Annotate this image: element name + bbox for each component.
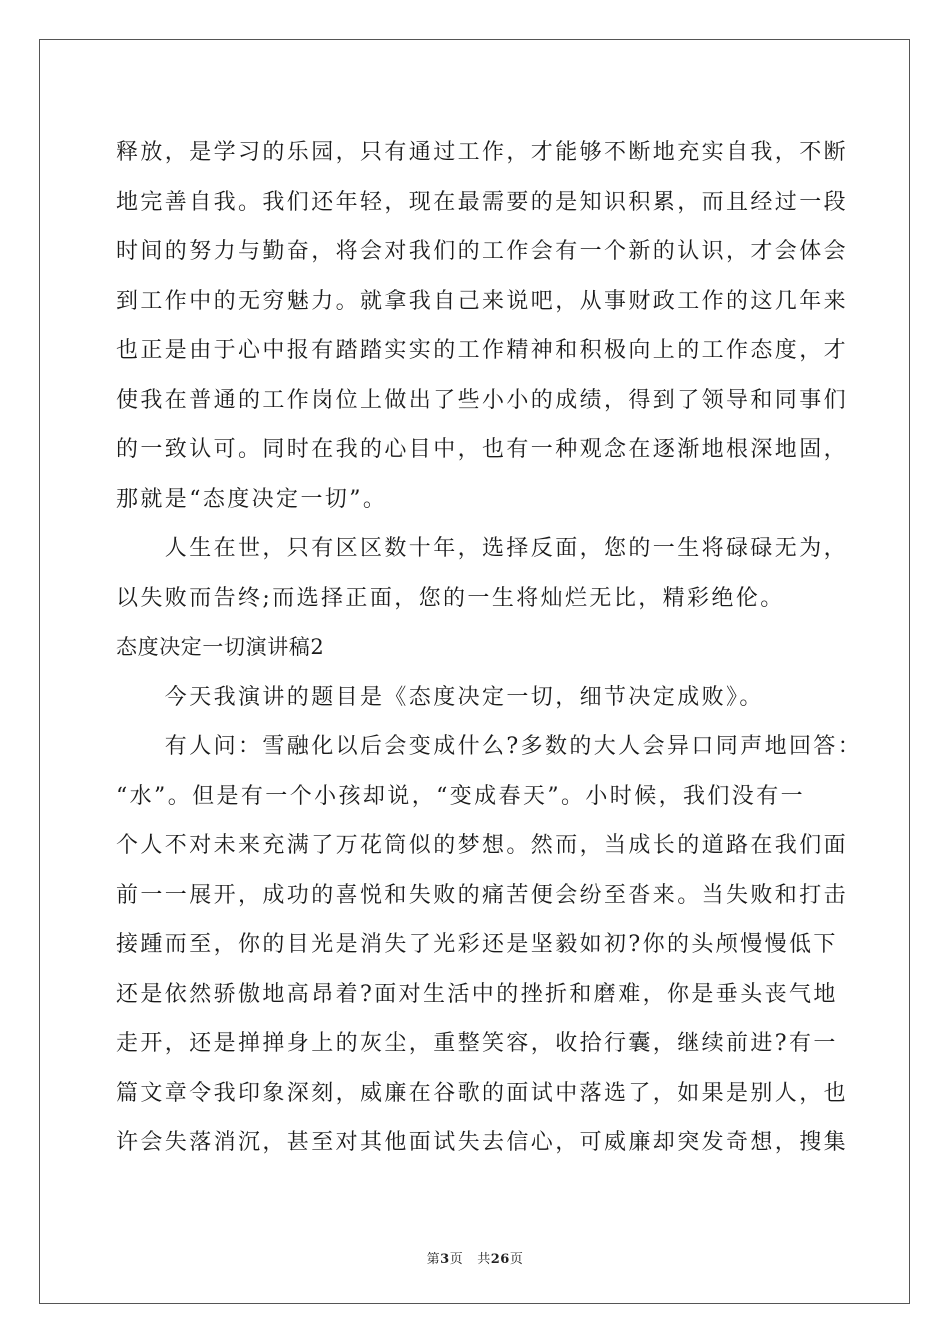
text-line: 今天我演讲的题目是《态度决定一切，细节决定成败》。 (116, 684, 764, 710)
text-line: 地完善自我。我们还年轻，现在最需要的是知识积累，而且经过一段 (116, 189, 849, 215)
text-line: 以失败而告终;而选择正面，您的一生将灿烂无比，精彩绝伦。 (116, 585, 785, 611)
text-line: 许会失落消沉，甚至对其他面试失去信心，可威廉却突发奇想，搜集 (116, 1130, 849, 1155)
section-heading: 态度决定一切演讲稿2 (116, 635, 325, 659)
text-line: 的一致认可。同时在我的心目中，也有一种观念在逐渐地根深地固， (116, 437, 849, 462)
text-line: 个人不对未来充满了万花筒似的梦想。然而，当成长的道路在我们面 (116, 833, 849, 858)
text-line: 篇文章令我印象深刻，威廉在谷歌的面试中落选了，如果是别人，也 (116, 1080, 849, 1106)
text-line: 人生在世，只有区区数十年，选择反面，您的一生将碌碌无为， (116, 536, 849, 561)
text-line: 有人问：雪融化以后会变成什么?多数的大人会异口同声地回答： (116, 734, 863, 759)
text-line: 也正是由于心中报有踏踏实实的工作精神和积极向上的工作态度，才 (116, 338, 849, 363)
total-unit: 页 (509, 1252, 524, 1267)
text-line: 还是依然骄傲地高昂着?面对生活中的挫折和磨难，你是垂头丧气地 (116, 981, 838, 1007)
text-line: 那就是“态度决定一切”。 (116, 486, 388, 512)
total-page-number: 26 (490, 1252, 510, 1267)
text-line: 走开，还是掸掸身上的灰尘，重整笑容，收拾行囊，继续前进?有一 (116, 1031, 838, 1056)
text-line: 释放，是学习的乐园，只有通过工作，才能够不断地充实自我，不断 (116, 140, 849, 165)
current-page-number: 3 (440, 1252, 450, 1267)
text-line: 接踵而至，你的目光是消失了光彩还是坚毅如初?你的头颅慢慢低下 (116, 932, 838, 957)
text-line: 时间的努力与勤奋，将会对我们的工作会有一个新的认识，才会体会 (116, 239, 849, 264)
text-line: “水”。但是有一个小孩却说，“变成春天”。小时候，我们没有一 (116, 783, 805, 809)
total-prefix: 共 (477, 1252, 491, 1267)
page-unit: 页 (449, 1252, 464, 1267)
page-footer (0, 1248, 950, 1267)
text-line: 到工作中的无穷魅力。就拿我自己来说吧，从事财政工作的这几年来 (116, 288, 849, 314)
text-line: 使我在普通的工作岗位上做出了些小小的成绩，得到了领导和同事们 (116, 387, 849, 413)
document-body (116, 128, 863, 1168)
text-line: 前一一展开，成功的喜悦和失败的痛苦便会纷至沓来。当失败和打击 (116, 882, 849, 908)
page-prefix: 第 (426, 1252, 441, 1267)
